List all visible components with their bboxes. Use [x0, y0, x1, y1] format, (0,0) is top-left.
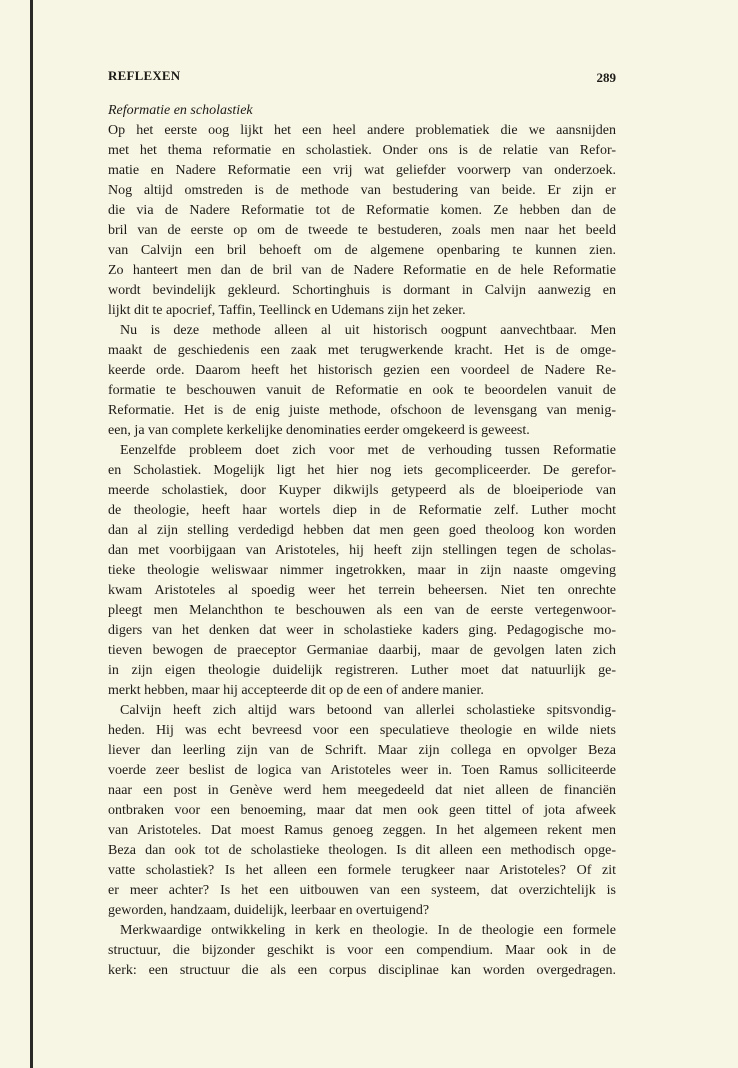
paragraph-first-line: Calvijn heeft zich altijd wars betoond van allerlei scholastieke spitsvondig- [120, 703, 616, 718]
text-line: Reformatie. Het is de enig juiste methode, ofschoon de levensgang van menig- [108, 403, 616, 418]
text-line: bril van de eerste op om de tweede te bestuderen, zoals men naar het beeld [108, 223, 616, 238]
text-line: pleegt men Melanchthon te beschouwen als een van de eerste vertegenwoor- [108, 603, 616, 618]
text-line: die via de Nadere Reformatie tot de Reformatie komen. Ze hebben dan de [108, 203, 616, 218]
text-line: dan met voorbijgaan van Aristoteles, hij heeft zijn stellingen tegen de scholas- [108, 543, 616, 558]
text-line: meerde scholastiek, door Kuyper dikwijls getypeerd als de bloeiperiode van [108, 483, 616, 498]
text-line: structuur, die bijzonder geschikt is voor een compendium. Maar ook in de [108, 943, 616, 958]
body-text [108, 121, 616, 981]
text-line: merkt hebben, maar hij accepteerde dit op de een of andere manier. [108, 683, 484, 698]
paragraph-first-line: Merkwaardige ontwikkeling in kerk en theologie. In de theologie een formele [120, 923, 616, 938]
text-line: Op het eerste oog lijkt het een heel andere problematiek die we aansnijden [108, 123, 616, 138]
page-binding-edge [30, 0, 33, 1068]
text-line: kerk: een structuur die als een corpus disciplinae kan worden overgedragen. [108, 963, 616, 978]
text-line: van Calvijn een bril behoeft om de algemene openbaring te kunnen zien. [108, 243, 616, 258]
paragraph-first-line: Nu is deze methode alleen al uit historisch oogpunt aanvechtbaar. Men [120, 323, 616, 338]
running-head [108, 68, 616, 88]
text-line: een, ja van complete kerkelijke denominaties eerder omgekeerd is geweest. [108, 423, 530, 438]
running-title: REFLEXEN [108, 68, 181, 83]
text-line: met het thema reformatie en scholastiek. Onder ons is de relatie van Refor- [108, 143, 616, 158]
paragraph-first-line: Eenzelfde probleem doet zich voor met de verhouding tussen Reformatie [120, 443, 616, 458]
text-line: geworden, handzaam, duidelijk, leerbaar en overtuigend? [108, 903, 430, 918]
text-line: lijkt dit te apocrief, Taffin, Teellinck en Udemans zijn het zeker. [108, 303, 466, 318]
text-line: ontbraken voor een benoeming, maar dat men ook geen tittel of jota afweek [108, 803, 616, 818]
text-line: Beza dan ook tot de scholastieke theologen. Is dit alleen een methodisch opge- [108, 843, 616, 858]
text-line: van Aristoteles. Dat moest Ramus genoeg zeggen. In het algemeen rekent men [108, 823, 616, 838]
text-line: voerde zeer beslist de logica van Aristoteles weer in. Toen Ramus solliciteerde [108, 763, 616, 778]
page-number: 289 [596, 70, 616, 85]
text-line: naar een post in Genève werd hem meegedeeld dat niet alleen de financiën [108, 783, 616, 798]
text-line: liever dan leerling zijn van de Schrift. Maar zijn collega en opvolger Beza [108, 743, 616, 758]
text-line: in zijn eigen theologie duidelijk registreren. Luther moet dat natuurlijk ge- [108, 663, 616, 678]
text-line: tieven bewogen de praeceptor Germaniae daarbij, maar de gevolgen laten zich [108, 643, 616, 658]
text-line: dan al zijn stelling verdedigd hebben dat men geen goed theoloog kon worden [108, 523, 616, 538]
text-line: heden. Hij was echt bevreesd voor een speculatieve theologie en wilde niets [108, 723, 616, 738]
section-heading: Reformatie en scholastiek [108, 103, 253, 118]
text-line: tieke theologie weliswaar nimmer ingetrokken, maar in zijn naaste omgeving [108, 563, 616, 578]
text-line: formatie te beschouwen vanuit de Reformatie en ook te beoordelen vanuit de [108, 383, 616, 398]
text-line: keerde orde. Daarom heeft het historisch gezien een voordeel de Nadere Re- [108, 363, 616, 378]
text-line: digers van het denken dat weer in scholastieke kaders ging. Pedagogische mo- [108, 623, 616, 638]
text-line: de theologie, heeft haar wortels diep in de Reformatie zelf. Luther mocht [108, 503, 616, 518]
text-line: Zo hanteert men dan de bril van de Nadere Reformatie en de hele Reformatie [108, 263, 616, 278]
text-line: kwam Aristoteles al spoedig weer het terrein beheersen. Niet ten onrechte [108, 583, 616, 598]
text-line: Nog altijd omstreden is de methode van bestudering van beide. Er zijn er [108, 183, 616, 198]
text-line: wordt bevindelijk gekleurd. Schortinghuis is dormant in Calvijn aanwezig en [108, 283, 616, 298]
text-line: en Scholastiek. Mogelijk ligt het hier nog iets gecompliceerder. De gerefor- [108, 463, 616, 478]
text-line: maakt de geschiedenis een zaak met terugwerkende kracht. Het is de omge- [108, 343, 616, 358]
text-line: vatte scholastiek? Is het alleen een formele terugkeer naar Aristoteles? Of zit [108, 863, 616, 878]
text-line: matie en Nadere Reformatie een vrij wat geliefder voorwerp van onderzoek. [108, 163, 616, 178]
text-line: er meer achter? Is het een uitbouwen van een systeem, dat overzichtelijk is [108, 883, 616, 898]
